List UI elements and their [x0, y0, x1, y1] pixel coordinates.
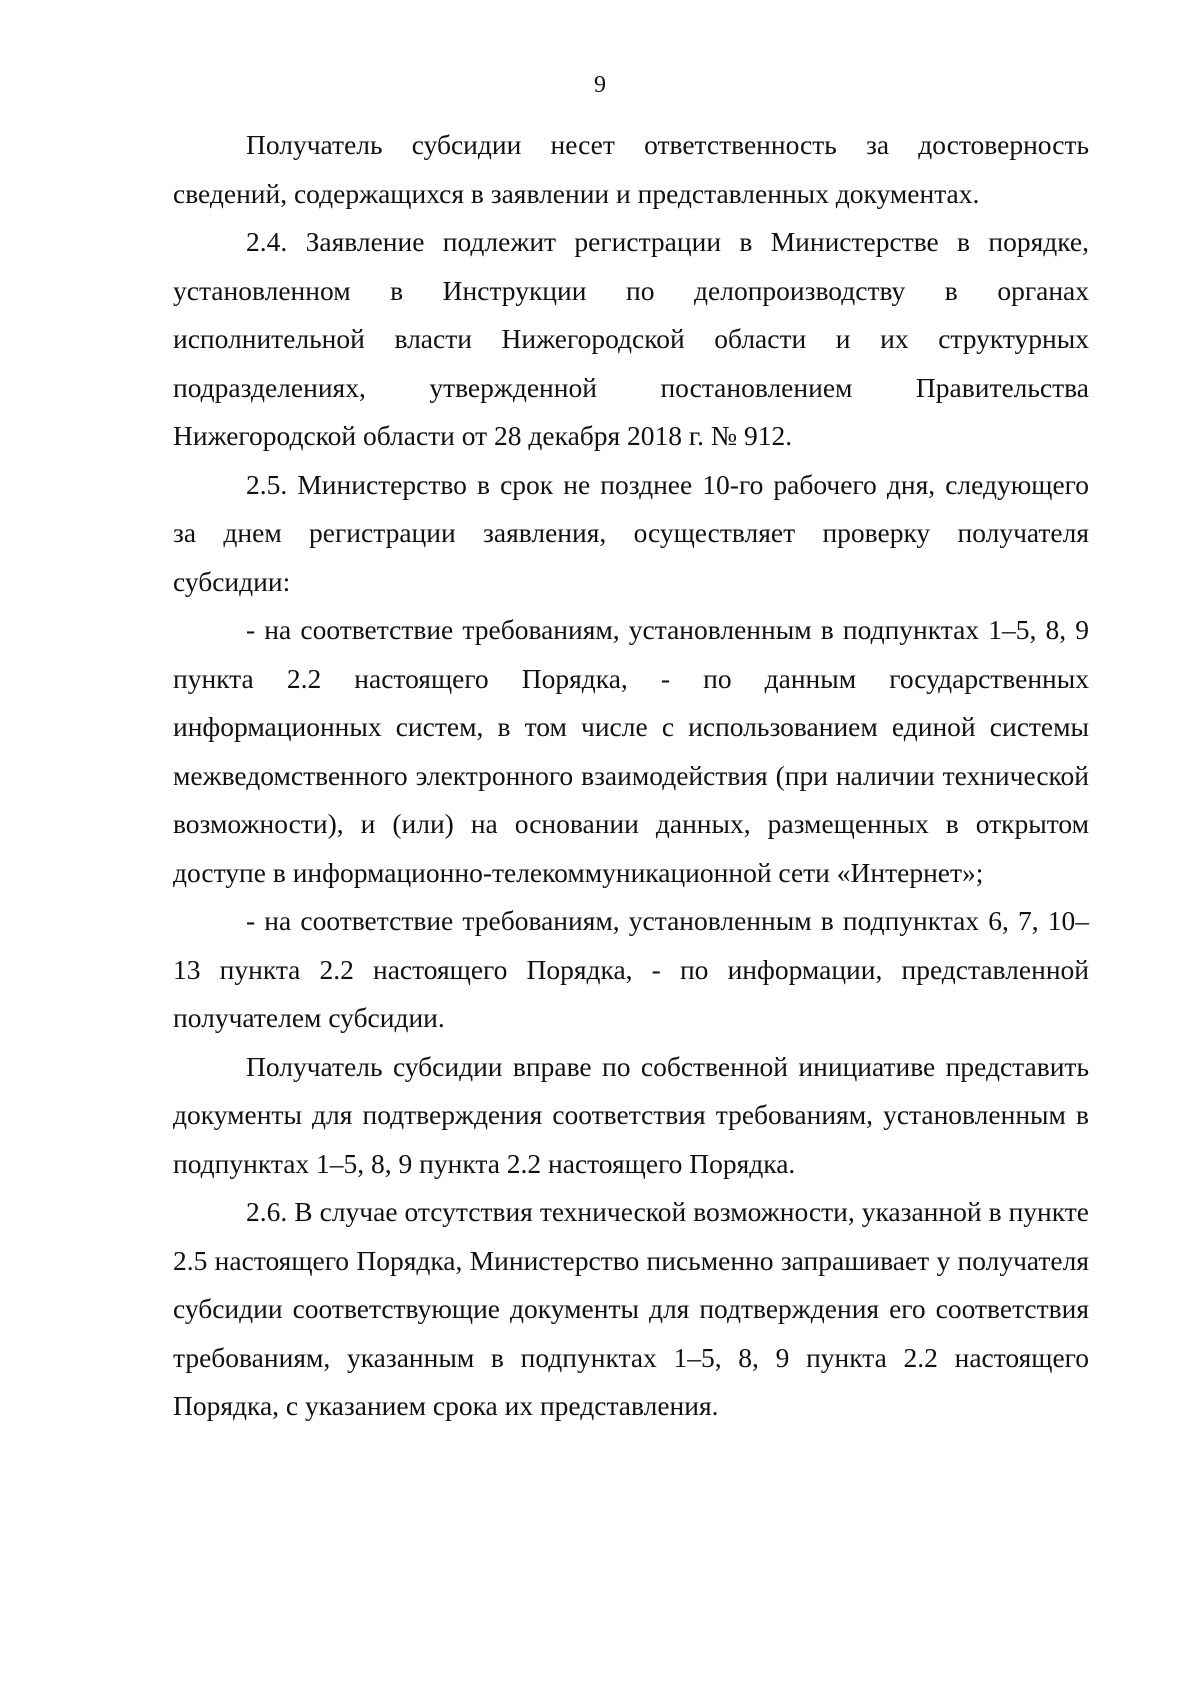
paragraph-own-initiative: Получатель субсидии вправе по собственной инициативе представить документы для подтверждения соответствия требованиям, установленным в подпунктах 1–5, 8, 9 пункта 2.2 настоящего Порядка.: [173, 1050, 1089, 1179]
document-body: [173, 121, 1089, 1431]
paragraph-2-4: 2.4. Заявление подлежит регистрации в Министерстве в порядке, установленном в Инструкции по делопроизводству в органах исполнительной власти Нижегородской области и их структурных подразделениях, утвержденной постановлением Правительства Нижегородской области от 28 декабря 2018 г. № 912.: [173, 226, 1089, 451]
paragraph-responsibility: Получатель субсидии несет ответственность за достоверность сведений, содержащихся в заявлении и представленных документах.: [173, 129, 1089, 209]
paragraph-2-6: 2.6. В случае отсутствия технической возможности, указанной в пункте 2.5 настоящего Порядка, Министерство письменно запрашивает у получателя субсидии соответствующие документы для подтверждения его соответствия требованиям, указанным в подпунктах 1–5, 8, 9 пункта 2.2 настоящего Порядка, с указанием срока их представления.: [173, 1196, 1089, 1421]
paragraph-2-5-item-2: - на соответствие требованиям, установленным в подпунктах 6, 7, 10–13 пункта 2.2 настоящего Порядка, - по информации, представленной получателем субсидии.: [173, 905, 1089, 1033]
page-number: 9: [594, 72, 606, 98]
paragraph-2-5-item-1: - на соответствие требованиям, установленным в подпунктах 1–5, 8, 9 пункта 2.2 настоящего Порядка, - по данным государственных информационных систем, в том числе с использованием единой системы межведомственного электронного взаимодействия (при наличии технической возможности), и (или) на основании данных, размещенных в открытом доступе в информационно-телекоммуникационной сети «Интернет»;: [173, 614, 1089, 888]
paragraph-2-5: 2.5. Министерство в срок не позднее 10-го рабочего дня, следующего за днем регистрации заявления, осуществляет проверку получателя субсидии:: [173, 468, 1089, 597]
